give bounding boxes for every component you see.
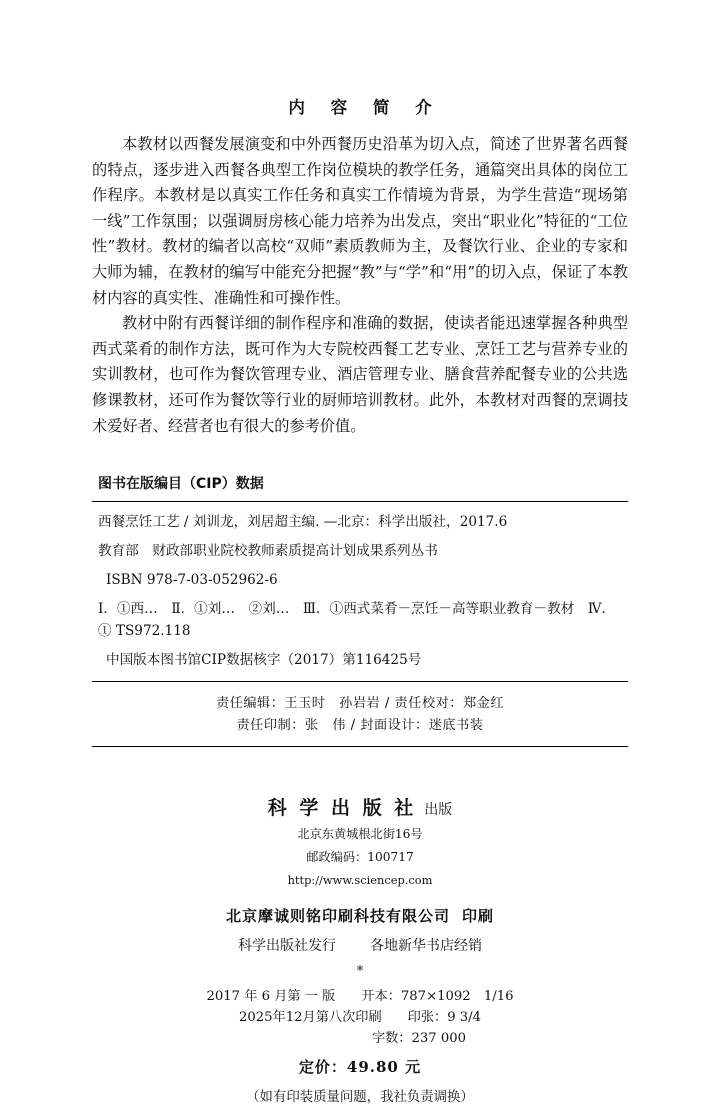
printer-name: 北京摩诚则铭印刷科技有限公司 — [225, 907, 450, 926]
credits-line-printing: 责任印制：张 伟 / 封面设计：迷底书装 — [236, 718, 484, 734]
distribution-publisher: 科学出版社发行 — [238, 938, 336, 955]
publisher-postcode: 邮政编码：100717 — [306, 850, 414, 865]
credits-line-editor: 责任编辑：王玉时 孙岩岩 / 责任校对：郑金红 — [215, 696, 505, 712]
imprint-note: （如有印装质量问题，我社负责调换） — [246, 1090, 474, 1106]
cip-line-classification: Ⅰ．①西… Ⅱ．①刘… ②刘… Ⅲ．①西式菜肴－烹饪－高等职业教育－教材 Ⅳ．① TS972.118 — [98, 601, 616, 640]
imprint-wordcount-row — [92, 1028, 628, 1049]
imprint-print-date: 2025年12月第八次印刷 — [238, 1010, 382, 1026]
cip-line-2: 教育部 财政部职业院校教师素质提高计划成果系列丛书 — [98, 543, 438, 560]
cip-line-isbn: ISBN 978-7-03-052962-6 — [106, 572, 278, 589]
imprint-price: 定价：49.80 元 — [298, 1058, 422, 1077]
publisher-name-suffix: 出版 — [424, 802, 453, 819]
abstract-section — [92, 132, 628, 439]
publisher-block — [92, 793, 628, 980]
abstract-paragraph-1: 本教材以西餐发展演变和中外西餐历史沿革为切入点，简述了世界著名西餐的特点，逐步进入西餐各典型工作岗位模块的教学任务，通篇突出具体的岗位工作程序。本教材是以真实工作任务和真实工作情境为背景，为学生营造“现场第一线”工作氛围；以强调厨房核心能力培养为出发点，突出“职业化”特征的“工位性”教材。教材的编者以高校“双师”素质教师为主，及餐饮行业、企业的专家和大师为辅，在教材的编写中能充分把握“教”与“学”和“用”的切入点，保证了本教材内容的真实性、准确性和可操作性。 — [92, 135, 628, 307]
printer-suffix: 印刷 — [462, 907, 495, 926]
cip-line-registry: 中国版本图书馆CIP数据核字（2017）第116425号 — [106, 652, 422, 669]
imprint-format: 开本：787×1092 1/16 — [361, 989, 514, 1005]
publisher-address: 北京东黄城根北街16号 — [297, 827, 423, 842]
publisher-name: 科 学 出 版 社 — [267, 797, 417, 820]
cip-heading: 图书在版编目（CIP）数据 — [98, 476, 264, 493]
credits-block — [92, 682, 628, 746]
imprint-block — [92, 986, 628, 1108]
publisher-website: http://www.sciencep.com — [287, 873, 433, 888]
imprint-print-row — [92, 1007, 628, 1028]
imprint-sheets: 印张：9 3/4 — [407, 1010, 482, 1026]
imprint-wordcount: 字数：237 000 — [371, 1031, 467, 1047]
imprint-edition-row — [92, 986, 628, 1007]
abstract-paragraph-2: 教材中附有西餐详细的制作程序和准确的数据，使读者能迅速掌握各种典型西式菜肴的制作方法，既可作为大专院校西餐工艺专业、烹饪工艺与营养专业的实训教材，也可作为餐饮管理专业、酒店管理专业、膳食营养配餐专业的公共选修课教材，还可作为餐饮等行业的厨师培训教材。此外，本教材对西餐的烹调技术爱好者、经营者也有很大的参考价值。 — [92, 314, 628, 435]
publisher-name-line — [92, 793, 628, 820]
printer-line — [92, 905, 628, 926]
distribution-line — [92, 935, 628, 955]
separator-asterisk: * — [356, 964, 364, 980]
cip-line-1: 西餐烹饪工艺 / 刘训龙，刘居超主编. —北京：科学出版社，2017.6 — [98, 514, 508, 531]
cip-block — [92, 473, 628, 747]
imprint-edition-date: 2017 年 6 月第 一 版 — [206, 989, 336, 1005]
cip-body — [92, 502, 628, 681]
page-title: 内 容 简 介 — [288, 98, 442, 117]
distribution-stores: 各地新华书店经销 — [370, 938, 482, 955]
credits-bottom-rule — [92, 746, 628, 747]
